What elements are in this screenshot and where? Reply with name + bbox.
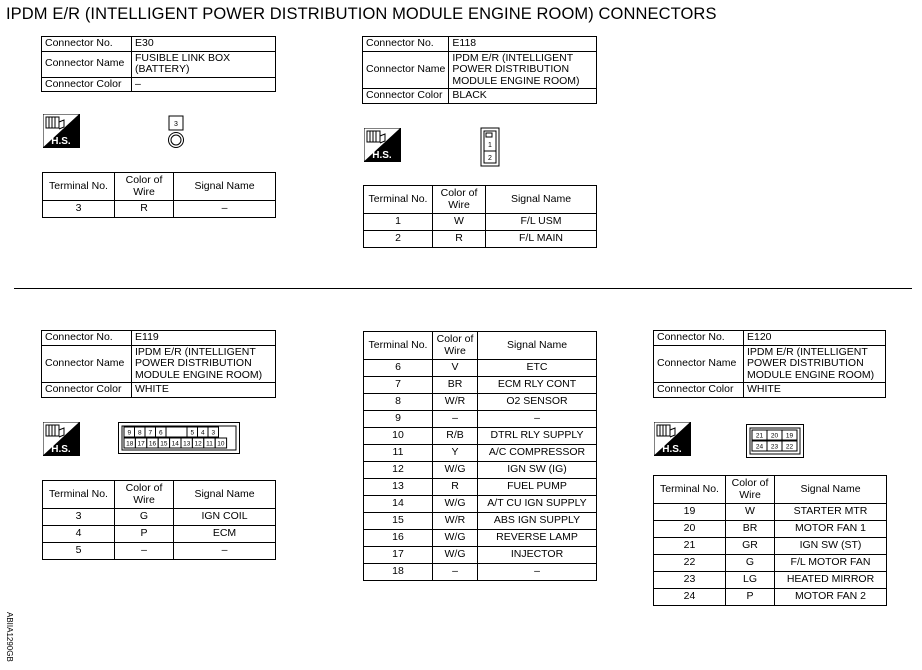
terminal-table-e30	[42, 172, 276, 218]
wire-color-cell: R	[115, 201, 174, 218]
table-row	[364, 513, 597, 530]
signal-name-cell: IGN SW (ST)	[775, 538, 887, 555]
pin-cell	[124, 427, 135, 437]
pin-label: 15	[160, 440, 168, 448]
terminal-no-cell: 11	[364, 445, 433, 462]
terminal-no-cell: 7	[364, 377, 433, 394]
hs-label: H.S.	[372, 150, 392, 161]
pin-cell	[156, 427, 167, 437]
table-row	[364, 411, 597, 428]
pin-cell	[198, 427, 209, 437]
connector-face-e118	[480, 127, 500, 167]
pin-cell	[166, 427, 187, 437]
table-row	[364, 445, 597, 462]
table-row	[654, 504, 887, 521]
terminal-no-header: Terminal No.	[654, 476, 726, 504]
wire-color-header: Color of Wire	[726, 476, 775, 504]
terminal-no-cell: 21	[654, 538, 726, 555]
terminal-no-cell: 22	[654, 555, 726, 572]
pin-label: 24	[755, 443, 764, 451]
signal-name-header: Signal Name	[478, 332, 597, 360]
wire-color-cell: R	[433, 231, 486, 248]
pin-label: 4	[200, 429, 205, 437]
connector-no-label: Connector No.	[654, 331, 744, 346]
terminal-no-cell: 12	[364, 462, 433, 479]
pin-cell	[181, 438, 192, 448]
table-row	[364, 530, 597, 547]
signal-name-cell: INJECTOR	[478, 547, 597, 564]
pin-cell	[752, 430, 767, 440]
connector-color-value: –	[132, 77, 276, 92]
harness-side-icon	[43, 422, 80, 456]
table-row	[364, 564, 597, 581]
pin-label: 6	[158, 429, 163, 437]
connector-no-value: E119	[132, 331, 276, 346]
pin-cell	[135, 427, 146, 437]
signal-name-cell: HEATED MIRROR	[775, 572, 887, 589]
signal-name-cell: F/L MAIN	[486, 231, 597, 248]
terminal-no-cell: 5	[43, 543, 115, 560]
table-row	[43, 526, 276, 543]
pin-cell	[782, 441, 797, 451]
wire-color-cell: W	[726, 504, 775, 521]
terminal-no-header: Terminal No.	[364, 186, 433, 214]
pin-label: 18	[126, 440, 134, 448]
connector-face-e119	[118, 422, 240, 454]
terminal-no-cell: 3	[43, 201, 115, 218]
wire-color-cell: W/G	[433, 462, 478, 479]
hs-label: H.S.	[662, 444, 682, 455]
table-row	[654, 589, 887, 606]
harness-side-icon	[364, 128, 401, 162]
section-divider	[14, 288, 912, 289]
table-row	[364, 547, 597, 564]
signal-name-cell: F/L MOTOR FAN	[775, 555, 887, 572]
connector-info-e118	[362, 36, 597, 104]
pin-label: 3	[211, 429, 216, 437]
terminal-no-cell: 17	[364, 547, 433, 564]
terminal-table-e120	[653, 475, 887, 606]
signal-name-cell: –	[174, 543, 276, 560]
pin-label: 1	[488, 142, 492, 149]
pin-label: 13	[183, 440, 191, 448]
wire-color-cell: GR	[726, 538, 775, 555]
pin-label: 5	[190, 429, 195, 437]
hs-label: H.S.	[51, 136, 71, 147]
table-row	[654, 555, 887, 572]
pin-label: 2	[488, 155, 492, 162]
signal-name-cell: FUEL PUMP	[478, 479, 597, 496]
signal-name-cell: F/L USM	[486, 214, 597, 231]
wire-color-cell: –	[115, 543, 174, 560]
pin-cell	[204, 438, 215, 448]
connector-no-label: Connector No.	[42, 331, 132, 346]
pin-cell	[147, 438, 158, 448]
wire-color-cell: V	[433, 360, 478, 377]
table-row	[43, 201, 276, 218]
terminal-no-cell: 24	[654, 589, 726, 606]
signal-name-cell: –	[478, 411, 597, 428]
pin-cell	[782, 430, 797, 440]
connector-info-e120	[653, 330, 886, 398]
wire-color-cell: W/R	[433, 513, 478, 530]
terminal-no-cell: 13	[364, 479, 433, 496]
signal-name-cell: –	[174, 201, 276, 218]
connector-name-value: IPDM E/R (INTELLIGENT POWER DISTRIBUTION MODULE ENGINE ROOM)	[449, 51, 597, 89]
connector-color-value: WHITE	[132, 383, 276, 398]
connector-color-label: Connector Color	[363, 89, 449, 104]
wire-color-header: Color of Wire	[433, 186, 486, 214]
pin-label: 22	[785, 443, 794, 451]
pin-label: 12	[194, 440, 202, 448]
terminal-no-cell: 10	[364, 428, 433, 445]
pin-cell	[767, 441, 782, 451]
pin-cell	[752, 441, 767, 451]
pin-label: 9	[127, 429, 132, 437]
pin-cell	[170, 438, 181, 448]
terminal-no-cell: 19	[654, 504, 726, 521]
connector-name-label: Connector Name	[654, 345, 744, 383]
signal-name-cell: MOTOR FAN 1	[775, 521, 887, 538]
pin-cell	[767, 430, 782, 440]
connector-color-value: BLACK	[449, 89, 597, 104]
wire-color-cell: Y	[433, 445, 478, 462]
pin-label: 3	[174, 121, 178, 128]
pin-cell	[215, 438, 226, 448]
terminal-table-e119	[42, 480, 276, 560]
table-row	[364, 462, 597, 479]
wire-color-cell: G	[726, 555, 775, 572]
wire-color-cell: G	[115, 509, 174, 526]
signal-name-cell: DTRL RLY SUPPLY	[478, 428, 597, 445]
connector-no-value: E30	[132, 37, 276, 52]
wire-color-cell: BR	[726, 521, 775, 538]
signal-name-header: Signal Name	[174, 481, 276, 509]
wire-color-cell: W	[433, 214, 486, 231]
wire-color-cell: –	[433, 411, 478, 428]
connector-color-label: Connector Color	[42, 77, 132, 92]
signal-name-cell: –	[478, 564, 597, 581]
signal-name-cell: MOTOR FAN 2	[775, 589, 887, 606]
pin-cell	[192, 438, 203, 448]
terminal-no-cell: 2	[364, 231, 433, 248]
table-row	[654, 572, 887, 589]
wire-color-header: Color of Wire	[115, 173, 174, 201]
connector-color-label: Connector Color	[654, 383, 744, 398]
table-row	[43, 543, 276, 560]
terminal-no-cell: 14	[364, 496, 433, 513]
page-title: IPDM E/R (INTELLIGENT POWER DISTRIBUTION MODULE ENGINE ROOM) CONNECTORS	[6, 5, 717, 23]
terminal-no-header: Terminal No.	[364, 332, 433, 360]
connector-name-label: Connector Name	[363, 51, 449, 89]
table-row	[364, 428, 597, 445]
table-row	[654, 521, 887, 538]
connector-no-value: E118	[449, 37, 597, 52]
signal-name-cell: STARTER MTR	[775, 504, 887, 521]
pin-label: 17	[137, 440, 145, 448]
wire-color-cell: R/B	[433, 428, 478, 445]
connector-face-e120	[746, 424, 804, 458]
wire-color-cell: P	[115, 526, 174, 543]
connector-no-label: Connector No.	[42, 37, 132, 52]
connector-name-value: IPDM E/R (INTELLIGENT POWER DISTRIBUTION MODULE ENGINE ROOM)	[744, 345, 886, 383]
signal-name-cell: A/T CU IGN SUPPLY	[478, 496, 597, 513]
wire-color-cell: W/R	[433, 394, 478, 411]
hs-label: H.S.	[51, 444, 71, 455]
wire-color-cell: P	[726, 589, 775, 606]
pin-label: 8	[137, 429, 142, 437]
terminal-no-cell: 15	[364, 513, 433, 530]
pin-label: 23	[770, 443, 779, 451]
terminal-no-cell: 1	[364, 214, 433, 231]
pin-label: 16	[148, 440, 157, 448]
connector-name-value: FUSIBLE LINK BOX (BATTERY)	[132, 51, 276, 77]
terminal-table-e119-cont	[363, 331, 597, 581]
wire-color-cell: W/G	[433, 496, 478, 513]
pin-cell	[187, 427, 198, 437]
signal-name-cell: IGN SW (IG)	[478, 462, 597, 479]
terminal-no-cell: 23	[654, 572, 726, 589]
table-row	[364, 377, 597, 394]
table-row	[364, 360, 597, 377]
wire-color-cell: BR	[433, 377, 478, 394]
wire-color-cell: –	[433, 564, 478, 581]
terminal-no-cell: 9	[364, 411, 433, 428]
connector-name-value: IPDM E/R (INTELLIGENT POWER DISTRIBUTION MODULE ENGINE ROOM)	[132, 345, 276, 383]
terminal-no-cell: 16	[364, 530, 433, 547]
terminal-no-cell: 8	[364, 394, 433, 411]
connector-no-value: E120	[744, 331, 886, 346]
terminal-no-cell: 20	[654, 521, 726, 538]
terminal-no-cell: 18	[364, 564, 433, 581]
signal-name-cell: A/C COMPRESSOR	[478, 445, 597, 462]
wire-color-cell: W/G	[433, 530, 478, 547]
pin-cell	[208, 427, 219, 437]
connector-name-label: Connector Name	[42, 345, 132, 383]
table-row	[364, 394, 597, 411]
wire-color-cell: LG	[726, 572, 775, 589]
table-row	[364, 479, 597, 496]
pin-cell	[124, 438, 135, 448]
table-row	[43, 509, 276, 526]
terminal-no-header: Terminal No.	[43, 173, 115, 201]
table-row	[364, 214, 597, 231]
connector-info-e119	[41, 330, 276, 398]
terminal-no-cell: 3	[43, 509, 115, 526]
table-row	[364, 231, 597, 248]
signal-name-cell: ABS IGN SUPPLY	[478, 513, 597, 530]
signal-name-cell: ETC	[478, 360, 597, 377]
signal-name-cell: ECM	[174, 526, 276, 543]
pin-label: 19	[785, 432, 794, 440]
connector-name-label: Connector Name	[42, 51, 132, 77]
signal-name-header: Signal Name	[174, 173, 276, 201]
wire-color-header: Color of Wire	[433, 332, 478, 360]
connector-color-label: Connector Color	[42, 383, 132, 398]
pin-cell	[158, 438, 169, 448]
table-row	[654, 538, 887, 555]
pin-cell	[135, 438, 146, 448]
signal-name-cell: REVERSE LAMP	[478, 530, 597, 547]
signal-name-cell: ECM RLY CONT	[478, 377, 597, 394]
pin-label: 21	[755, 432, 764, 440]
pin-label: 20	[770, 432, 779, 440]
pin-label: 7	[148, 429, 153, 437]
signal-name-cell: IGN COIL	[174, 509, 276, 526]
signal-name-header: Signal Name	[486, 186, 597, 214]
harness-side-icon	[43, 114, 80, 148]
signal-name-header: Signal Name	[775, 476, 887, 504]
pin-label: 11	[206, 440, 213, 448]
wire-color-cell: R	[433, 479, 478, 496]
terminal-table-e118	[363, 185, 597, 248]
pin-cell	[145, 427, 156, 437]
connector-info-e30	[41, 36, 276, 92]
pin-label: 10	[217, 440, 225, 448]
pin-label: 14	[171, 440, 179, 448]
wire-color-cell: W/G	[433, 547, 478, 564]
terminal-no-header: Terminal No.	[43, 481, 115, 509]
figure-code: ABIIA1290GB	[5, 612, 14, 662]
terminal-no-cell: 6	[364, 360, 433, 377]
connector-color-value: WHITE	[744, 383, 886, 398]
connector-face-e30	[166, 115, 186, 149]
connector-no-label: Connector No.	[363, 37, 449, 52]
terminal-no-cell: 4	[43, 526, 115, 543]
harness-side-icon	[654, 422, 691, 456]
wire-color-header: Color of Wire	[115, 481, 174, 509]
signal-name-cell: O2 SENSOR	[478, 394, 597, 411]
table-row	[364, 496, 597, 513]
